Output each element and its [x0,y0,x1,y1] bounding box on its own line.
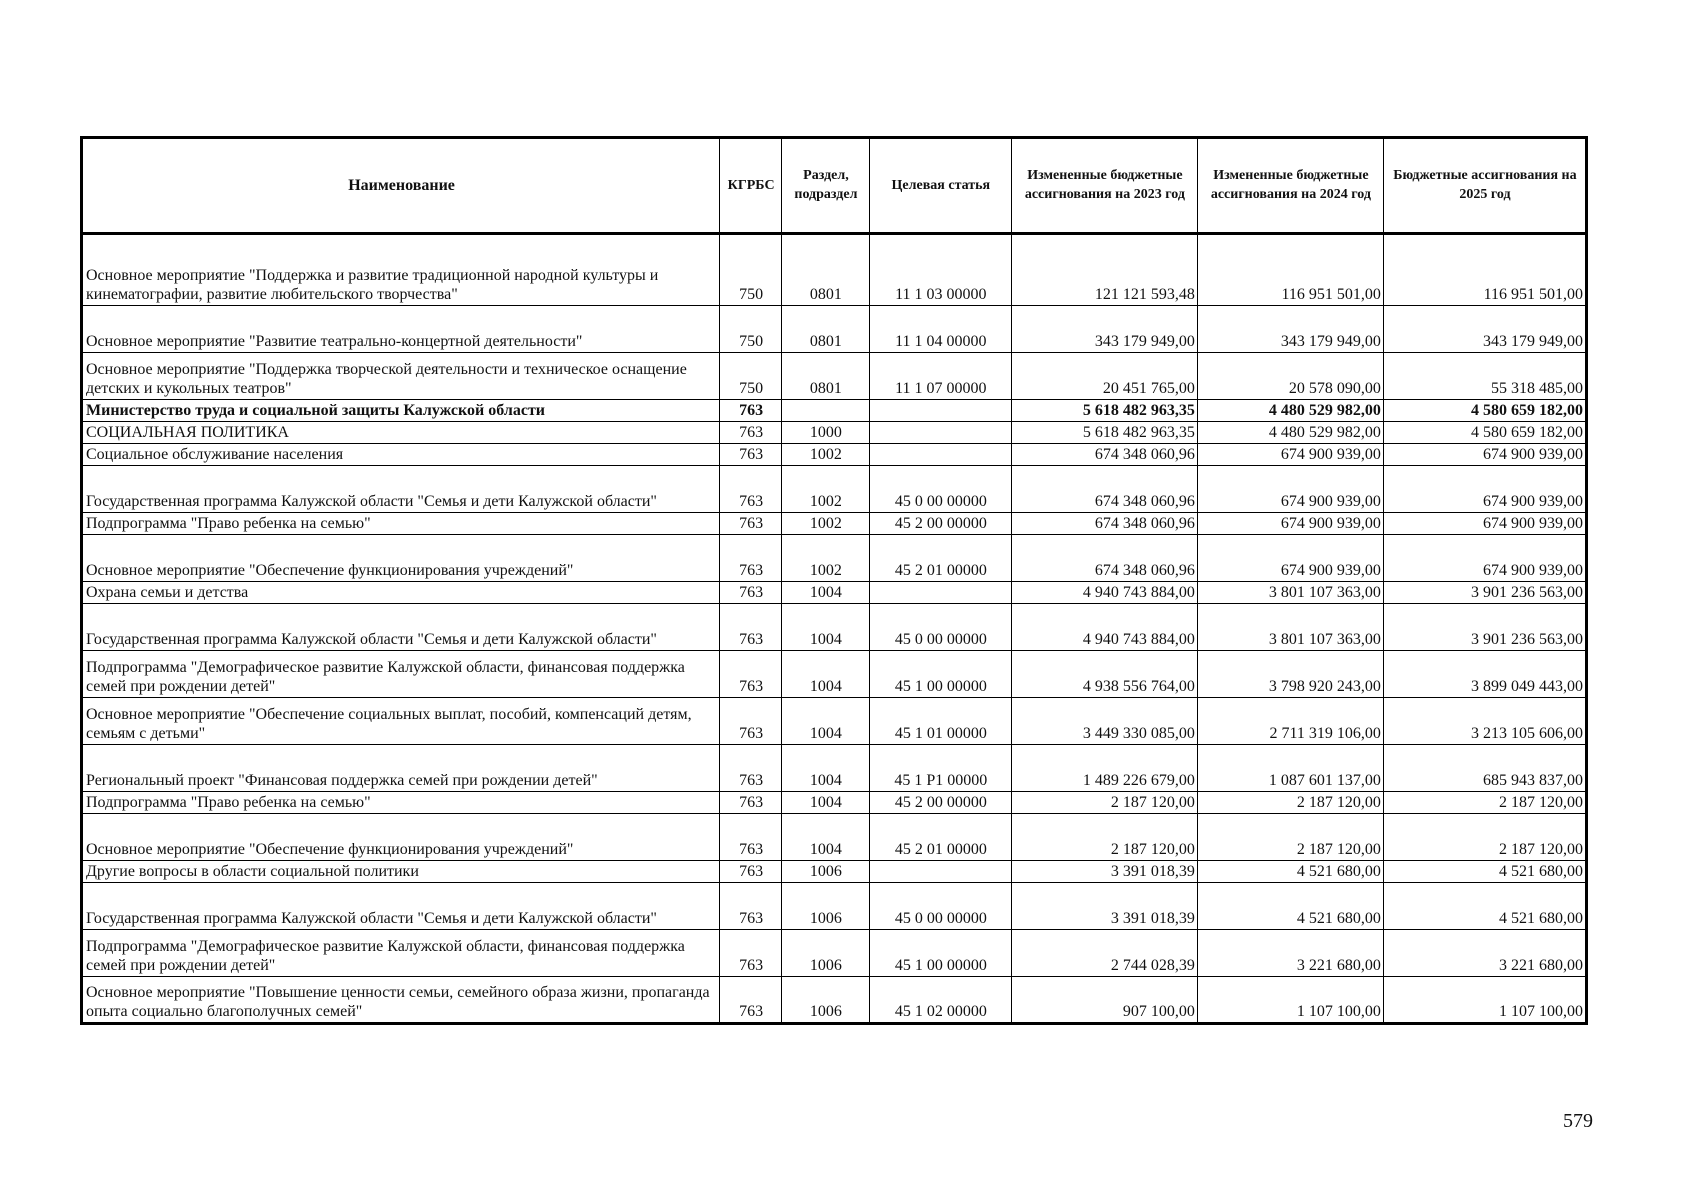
row-kgrbs: 763 [720,792,782,814]
row-amount-2025: 3 221 680,00 [1383,930,1586,977]
row-section: 1004 [782,745,870,792]
row-name: Министерство труда и социальной защиты Калужской области [82,400,720,422]
row-name: Подпрограмма "Демографическое развитие Калужской области, финансовая поддержка семей при рождении детей" [82,651,720,698]
row-target: 45 2 00 00000 [869,792,1011,814]
row-name: Социальное обслуживание населения [82,444,720,466]
row-target: 45 1 01 00000 [869,698,1011,745]
row-name: Основное мероприятие "Поддержка и развитие традиционной народной культуры и кинематографии, развитие любительского творчества" [82,234,720,306]
row-amount-2024: 4 521 680,00 [1197,861,1383,883]
row-target: 45 0 00 00000 [869,466,1011,513]
row-kgrbs: 763 [720,422,782,444]
row-section: 0801 [782,234,870,306]
row-amount-2024: 4 480 529 982,00 [1197,400,1383,422]
row-name: Государственная программа Калужской области "Семья и дети Калужской области" [82,883,720,930]
header-kgrbs: КГРБС [720,138,782,234]
row-target: 11 1 07 00000 [869,353,1011,400]
table-row [82,582,1587,604]
row-section: 1004 [782,604,870,651]
row-amount-2023: 674 348 060,96 [1011,535,1197,582]
header-target: Целевая статья [869,138,1011,234]
row-section: 0801 [782,353,870,400]
row-amount-2023: 4 940 743 884,00 [1011,604,1197,651]
row-kgrbs: 750 [720,306,782,353]
row-amount-2023: 674 348 060,96 [1011,466,1197,513]
row-amount-2023: 121 121 593,48 [1011,234,1197,306]
row-section: 1002 [782,513,870,535]
row-amount-2024: 1 087 601 137,00 [1197,745,1383,792]
row-amount-2024: 116 951 501,00 [1197,234,1383,306]
row-kgrbs: 763 [720,513,782,535]
row-target [869,582,1011,604]
table-row [82,861,1587,883]
row-amount-2024: 674 900 939,00 [1197,444,1383,466]
row-kgrbs: 763 [720,466,782,513]
row-amount-2023: 3 391 018,39 [1011,861,1197,883]
row-amount-2024: 4 480 529 982,00 [1197,422,1383,444]
row-target: 45 1 02 00000 [869,977,1011,1024]
row-section: 1006 [782,977,870,1024]
row-name: Государственная программа Калужской области "Семья и дети Калужской области" [82,466,720,513]
table-row [82,883,1587,930]
row-name: Охрана семьи и детства [82,582,720,604]
row-amount-2025: 4 580 659 182,00 [1383,422,1586,444]
row-amount-2024: 3 801 107 363,00 [1197,604,1383,651]
row-amount-2023: 5 618 482 963,35 [1011,400,1197,422]
row-section: 1004 [782,698,870,745]
row-target [869,861,1011,883]
table-row [82,306,1587,353]
row-amount-2024: 20 578 090,00 [1197,353,1383,400]
row-target: 45 0 00 00000 [869,604,1011,651]
row-kgrbs: 763 [720,444,782,466]
header-2023: Измененные бюджетные ассигнования на 2023 год [1011,138,1197,234]
header-2025: Бюджетные ассигнования на 2025 год [1383,138,1586,234]
row-amount-2025: 674 900 939,00 [1383,535,1586,582]
row-amount-2024: 343 179 949,00 [1197,306,1383,353]
row-name: Подпрограмма "Право ребенка на семью" [82,792,720,814]
row-section: 1004 [782,651,870,698]
row-target: 11 1 03 00000 [869,234,1011,306]
row-amount-2025: 55 318 485,00 [1383,353,1586,400]
table-row [82,422,1587,444]
row-section: 1004 [782,582,870,604]
row-target: 11 1 04 00000 [869,306,1011,353]
row-amount-2025: 3 899 049 443,00 [1383,651,1586,698]
row-amount-2024: 674 900 939,00 [1197,535,1383,582]
row-amount-2025: 3 901 236 563,00 [1383,604,1586,651]
row-amount-2023: 3 391 018,39 [1011,883,1197,930]
row-name: Другие вопросы в области социальной политики [82,861,720,883]
row-target: 45 0 00 00000 [869,883,1011,930]
row-amount-2025: 343 179 949,00 [1383,306,1586,353]
page-number: 579 [1563,1110,1593,1132]
row-amount-2024: 4 521 680,00 [1197,883,1383,930]
table-row [82,651,1587,698]
row-amount-2023: 2 744 028,39 [1011,930,1197,977]
row-kgrbs: 750 [720,353,782,400]
row-amount-2024: 2 187 120,00 [1197,814,1383,861]
row-amount-2023: 4 938 556 764,00 [1011,651,1197,698]
row-amount-2025: 116 951 501,00 [1383,234,1586,306]
row-amount-2025: 685 943 837,00 [1383,745,1586,792]
row-amount-2024: 2 187 120,00 [1197,792,1383,814]
row-kgrbs: 763 [720,883,782,930]
row-section: 1004 [782,792,870,814]
row-target [869,444,1011,466]
table-row [82,444,1587,466]
row-target: 45 2 01 00000 [869,814,1011,861]
budget-table [80,136,1588,1025]
table-row [82,466,1587,513]
row-target [869,422,1011,444]
row-amount-2023: 674 348 060,96 [1011,444,1197,466]
row-amount-2023: 343 179 949,00 [1011,306,1197,353]
row-name: Основное мероприятие "Обеспечение социальных выплат, пособий, компенсаций детям, семьям с детьми" [82,698,720,745]
row-target: 45 1 00 00000 [869,930,1011,977]
row-name: Основное мероприятие "Обеспечение функционирования учреждений" [82,814,720,861]
row-name: Государственная программа Калужской области "Семья и дети Калужской области" [82,604,720,651]
table-row [82,930,1587,977]
row-name: Подпрограмма "Демографическое развитие Калужской области, финансовая поддержка семей при рождении детей" [82,930,720,977]
row-amount-2025: 1 107 100,00 [1383,977,1586,1024]
table-row [82,698,1587,745]
table-row [82,745,1587,792]
table-row [82,234,1587,306]
row-kgrbs: 763 [720,535,782,582]
row-amount-2023: 4 940 743 884,00 [1011,582,1197,604]
row-section: 1006 [782,930,870,977]
row-amount-2023: 3 449 330 085,00 [1011,698,1197,745]
budget-document [80,136,1588,1025]
row-kgrbs: 763 [720,814,782,861]
table-row [82,353,1587,400]
row-section: 1006 [782,883,870,930]
row-amount-2023: 674 348 060,96 [1011,513,1197,535]
row-kgrbs: 763 [720,861,782,883]
row-amount-2024: 3 798 920 243,00 [1197,651,1383,698]
row-kgrbs: 763 [720,400,782,422]
row-target: 45 1 P1 00000 [869,745,1011,792]
row-section: 0801 [782,306,870,353]
row-amount-2025: 674 900 939,00 [1383,466,1586,513]
table-body [82,234,1587,1024]
header-2024: Измененные бюджетные ассигнования на 2024 год [1197,138,1383,234]
table-row [82,977,1587,1024]
row-amount-2024: 674 900 939,00 [1197,513,1383,535]
header-name: Наименование [82,138,720,234]
row-name: Основное мероприятие "Развитие театрально-концертной деятельности" [82,306,720,353]
row-section: 1002 [782,444,870,466]
row-section: 1002 [782,535,870,582]
row-amount-2023: 907 100,00 [1011,977,1197,1024]
row-target: 45 1 00 00000 [869,651,1011,698]
row-amount-2025: 3 213 105 606,00 [1383,698,1586,745]
row-name: Основное мероприятие "Поддержка творческой деятельности и техническое оснащение детских и кукольных театров" [82,353,720,400]
row-kgrbs: 763 [720,698,782,745]
row-kgrbs: 763 [720,930,782,977]
table-row [82,814,1587,861]
row-amount-2025: 4 521 680,00 [1383,861,1586,883]
row-kgrbs: 763 [720,582,782,604]
row-amount-2025: 2 187 120,00 [1383,814,1586,861]
row-section: 1004 [782,814,870,861]
row-amount-2024: 3 221 680,00 [1197,930,1383,977]
row-amount-2024: 3 801 107 363,00 [1197,582,1383,604]
row-amount-2023: 20 451 765,00 [1011,353,1197,400]
table-row [82,792,1587,814]
row-section: 1000 [782,422,870,444]
row-target: 45 2 01 00000 [869,535,1011,582]
row-amount-2025: 674 900 939,00 [1383,444,1586,466]
table-row [82,604,1587,651]
row-amount-2024: 674 900 939,00 [1197,466,1383,513]
header-row [82,138,1587,234]
table-row [82,535,1587,582]
row-kgrbs: 763 [720,651,782,698]
header-section: Раздел, подраздел [782,138,870,234]
row-name: СОЦИАЛЬНАЯ ПОЛИТИКА [82,422,720,444]
row-target: 45 2 00 00000 [869,513,1011,535]
row-amount-2025: 4 580 659 182,00 [1383,400,1586,422]
row-amount-2024: 2 711 319 106,00 [1197,698,1383,745]
row-amount-2023: 2 187 120,00 [1011,814,1197,861]
table-row [82,513,1587,535]
row-target [869,400,1011,422]
row-amount-2025: 674 900 939,00 [1383,513,1586,535]
row-amount-2023: 5 618 482 963,35 [1011,422,1197,444]
row-name: Подпрограмма "Право ребенка на семью" [82,513,720,535]
row-name: Региональный проект "Финансовая поддержка семей при рождении детей" [82,745,720,792]
row-amount-2025: 2 187 120,00 [1383,792,1586,814]
row-section: 1006 [782,861,870,883]
row-amount-2025: 3 901 236 563,00 [1383,582,1586,604]
row-section: 1002 [782,466,870,513]
row-amount-2023: 1 489 226 679,00 [1011,745,1197,792]
row-section [782,400,870,422]
row-kgrbs: 763 [720,977,782,1024]
row-kgrbs: 750 [720,234,782,306]
row-amount-2025: 4 521 680,00 [1383,883,1586,930]
row-kgrbs: 763 [720,745,782,792]
row-kgrbs: 763 [720,604,782,651]
row-name: Основное мероприятие "Повышение ценности семьи, семейного образа жизни, пропаганда опыта социально благополучных семей" [82,977,720,1024]
table-row [82,400,1587,422]
row-amount-2023: 2 187 120,00 [1011,792,1197,814]
row-name: Основное мероприятие "Обеспечение функционирования учреждений" [82,535,720,582]
row-amount-2024: 1 107 100,00 [1197,977,1383,1024]
